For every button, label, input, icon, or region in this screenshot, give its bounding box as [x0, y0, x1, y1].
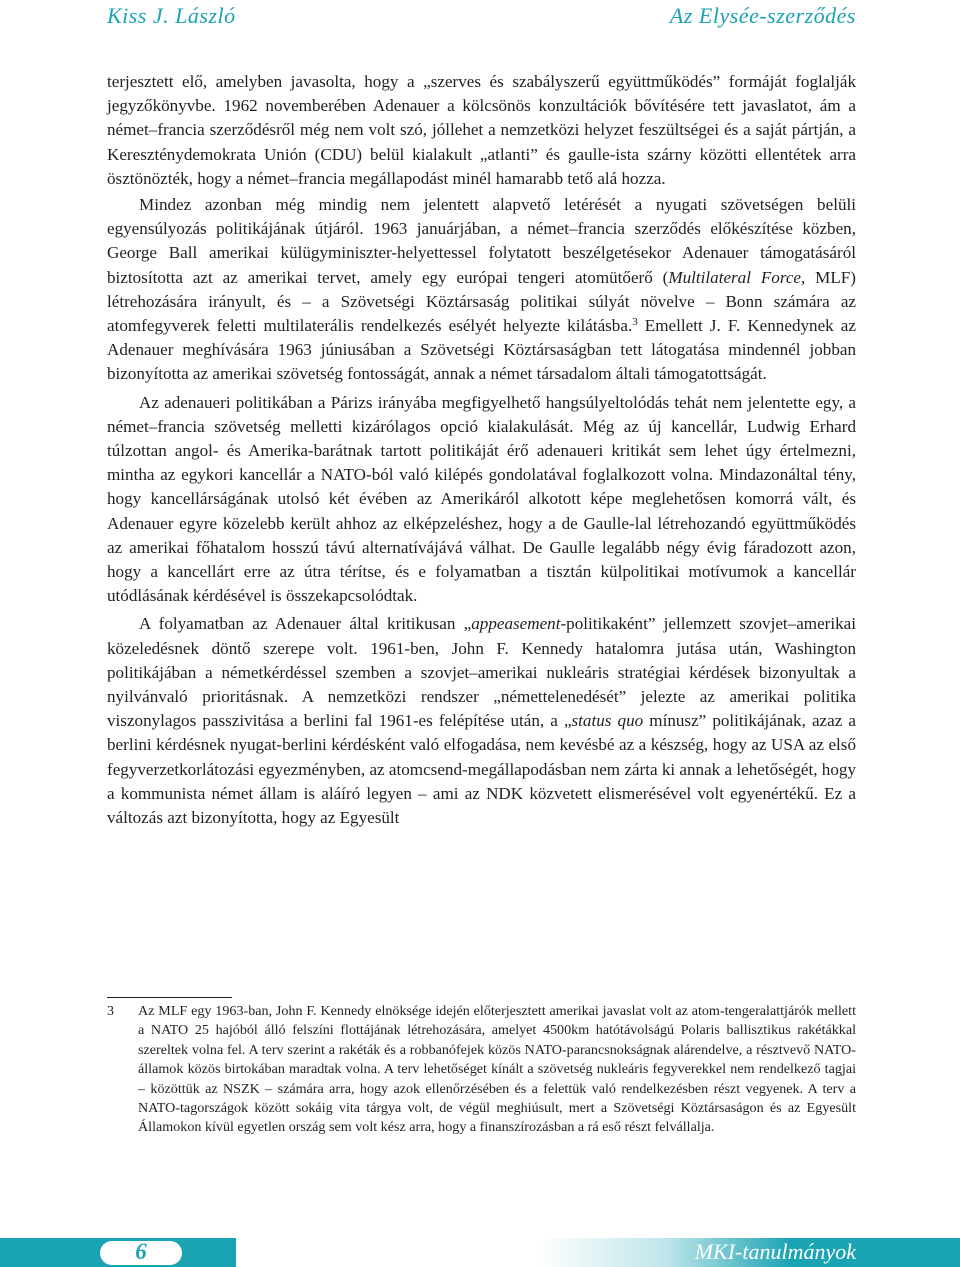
paragraph-4 — [107, 612, 856, 830]
footer-bar-left — [0, 1238, 236, 1267]
header-author: Kiss J. László — [107, 3, 236, 28]
paragraph-4-part-c: mínusz” politikájának, azaz a berlini kérdésnek nyugat-berlini kérdésként való elfogadása, nem kevésbé az a készség, hogy az USA az első fegyverzetkorlátozási egyezményben, az atomcsend-megállapodásban nem zárta ki annak a lehetőségét, hogy a kommunista német állam is aláíró legyen – ami az NDK közvetett elismerésével volt egyenértékű. Ez a változás azt bizonyította, hogy az Egyesült — [107, 711, 856, 828]
journal-title: MKI-tanulmányok — [694, 1239, 856, 1264]
page-number: 6 — [135, 1239, 147, 1264]
footnote-divider — [107, 997, 232, 998]
main-text — [107, 70, 856, 830]
paragraph-2-italic: Multilateral Force — [668, 267, 802, 287]
footnote-3 — [107, 1002, 856, 1138]
paragraph-4-italic-status-quo: status quo — [571, 711, 644, 731]
header-title: Az Elysée-szerződés — [669, 3, 856, 28]
running-header — [107, 3, 856, 33]
footnote-number: 3 — [107, 1003, 115, 1019]
paragraph-4-italic-appeasement: appeasement — [471, 614, 561, 634]
paragraph-4-part-a: A folyamatban az Adenauer által kritikusan „ — [139, 614, 472, 634]
paragraph-3: Az adenaueri politikában a Párizs irányába megfigyelhető hangsúlyeltolódás tehát nem jelentette egy, a német–francia szövetség melletti kizárólagos opció kialakulását. Még az új kancellár, Ludwig Erhard túlzottan angol- és Amerika-barátnak tartott politikáját érő adenaueri kritikát sem lehet úgy értelmezni, mintha az egykori kancellár a NATO-ból való kilépés gondolatával foglalkozott volna. Mindazonáltal tény, hogy kancellárságának utolsó két évében az Amerikáról alkotott képe meglehetősen komorrá vált, és Adenauer egyre közelebb került ahhoz az elképzeléshez, hogy a de Gaulle-lal létrehozandó együttműködés az amerikai főhatalom hosszú távú alternatívájává válhat. De Gaulle legalább négy évig fáradozott azon, hogy a kancellárt erre az útra térítse, és e folyamatban a tisztán külpolitikai motívumok a kancellár utódlásának kérdésével is összekapcsolódtak. — [107, 392, 856, 606]
footnote-reference-3[interactable]: 3 — [632, 316, 638, 329]
paragraph-2 — [107, 193, 856, 387]
paragraph-2-part-b: , MLF) létrehozására irányult, és – a Szövetségi Köztársaság politikai súlyát növelve – Bonn számára az atomfegyverek feletti multilaterális rendelkezés esélyét helyezte kilátásba. — [107, 267, 856, 336]
paragraph-1: terjesztett elő, amelyben javasolta, hogy a „szerves és szabályszerű együttműködés” formáját foglalják jegyzőkönyvbe. 1962 novemberében Adenauer a kölcsönös konzultációk bővítésére tett javaslatot, ám a német–francia szerződésről még nem volt szó, jóllehet a nemzetközi helyzet feszültségei és a saját pártján, a Kereszténydemokrata Unión (CDU) belül kialakult „atlanti” és gaulle-ista szárny közötti ellentétek arra ösztönözték, hogy a német–francia megállapodást minél hamarabb tető alá hozza. — [107, 72, 856, 188]
footnote-text: Az MLF egy 1963-ban, John F. Kennedy elnöksége idején előterjesztett amerikai javaslat volt az atom-tengeralattjárók mellett a NATO 25 hajóból álló felszíni flottájának létrehozására, amelyet 4500km hatótávolságú Polaris ballisztikus rakétákkal szereltek volna fel. A terv szerint a rakéták és a robbanófejek közös NATO-parancsnokságnak alárendelve, a résztvevő NATO-államok közös birtokában maradtak volna. A terv lehetőséget kínált a szövetség nukleáris fegyverekkel nem rendelkező tagjai – közöttük az NSZK – számára arra, hogy azok ellenőrzésében és a felettük való rendelkezésben részt vegyenek. A terv a NATO-tagországok között sokáig vita tárgya volt, de végül meghiúsult, mert a Szövetségi Köztársaságon és az Egyesült Államokon kívül egyetlen ország sem volt kész arra, hogy a finanszírozásban a rá eső részt felvállalja. — [138, 1003, 856, 1136]
paragraph-4-part-b: -politikaként” jellemzett szovjet–amerikai közeledésnek döntő szerepe volt. 1961-ben, John F. Kennedy hatalomra jutása után, Washington politikájában a németkérdéssel szemben a szovjet–amerikai nukleáris stratégiai kérdések bizonyultak a nyilvánvaló prioritásnak. A nemzetközi rendszer „némettelenedését” jelezte az amerikai politika viszonylagos passzivitása a berlini fal 1961-es felépítése után, a „ — [107, 614, 856, 731]
paragraph-2-part-a: Mindez azonban még mindig nem jelentett alapvető letérését a nyugati szövetségen belüli egyensúlyozás politikájának útjáról. 1963 januárjában, a német–francia szerződés előkészítése közben, George Ball amerikai külügyminiszter-helyettessel folytatott beszélgetésekor Adenauer támogatásáról biztosította azt az amerikai tervet, amely egy európai tengeri atomütőerő ( — [107, 195, 856, 287]
paragraph-2-part-c: Emellett J. F. Kennedynek az Adenauer meghívására 1963 júniusában a Szövetségi Köztársaságban tett látogatása mindennél jobban bizonyította az amerikai szövetség fontosságát, annak a német társadalom általi támogatottságát. — [107, 316, 856, 384]
